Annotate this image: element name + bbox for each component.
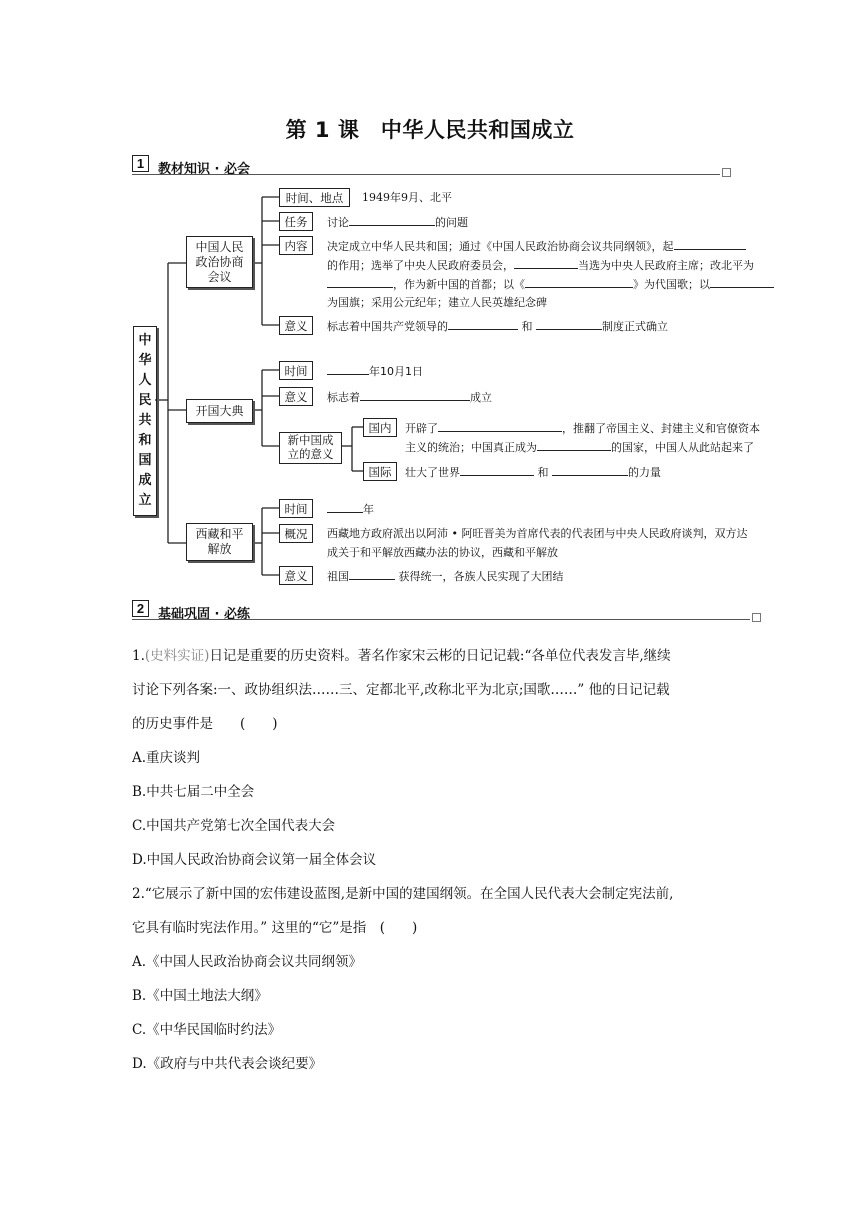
section-divider [132,619,750,620]
leaf-overview: 概况 [279,524,313,543]
domestic-line-2b: 的国家，中国人从此站起来了 [611,441,754,454]
content-line-2 [327,255,754,275]
question-2-option-c[interactable]: C.《中华民国临时约法》 [132,1022,282,1038]
ceremony-meaning-post: 成立 [470,391,492,404]
leaf-time-place: 时间、地点 [279,188,350,207]
task-text [327,212,468,232]
content-line-1 [327,236,746,256]
branch-cppcc-line3: 会议 [207,269,232,284]
tibet-label-line2: 解放 [207,542,232,556]
section-number: 1 [132,155,149,172]
intl-post: 的力量 [628,466,661,479]
domestic-line-1a: 开辟了 [405,422,438,435]
meaning-mid: 和 [521,320,533,333]
answer-blank [349,212,435,226]
content-line-3a: ，作为新中国的首都；以《 [393,278,525,291]
question-2-line-1: 2.“它展示了新中国的宏伟建设蓝图,是新中国的建国纲领。在全国人民代表大会制定宪法前, [132,886,674,902]
leaf-meaning: 意义 [279,387,313,406]
question-2-line-2: 它具有临时宪法作用。” 这里的“它”是指 ( ) [132,920,418,936]
leaf-domestic: 国内 [363,418,397,437]
leaf-task: 任务 [279,212,313,231]
intl-mid: 和 [537,466,549,479]
answer-blank [537,437,611,451]
domestic-line-2 [405,437,754,457]
question-1-line-3: 的历史事件是 ( ) [132,716,278,732]
content-line-2a: 的作用；选举了中央人民政府委员会， [327,259,514,272]
branch-cppcc-line1: 中国人民 [195,239,244,254]
ceremony-time-text [327,361,423,381]
question-1-option-d[interactable]: D.中国人民政治协商会议第一届全体会议 [132,852,377,868]
answer-blank [514,255,578,269]
answer-blank [438,418,562,432]
content-line-2b: 当选为中央人民政府主席；改北平为 [578,259,754,272]
content-line-1-text: 决定成立中华人民共和国；通过《中国人民政治协商会议共同纲领》，起 [327,240,674,253]
ceremony-meaning-text [327,387,492,407]
leaf-new-china-meaning [279,432,342,464]
leaf-international: 国际 [363,462,397,481]
section-title: 教材知识 · 必会 [158,162,250,177]
ceremony-time-post: 年10月1日 [369,365,423,378]
overview-line-2: 成关于和平解放西藏办法的协议，西藏和平解放 [327,546,558,559]
tibet-meaning-text [327,566,564,586]
answer-blank [327,361,369,375]
leaf-time: 时间 [279,361,313,380]
new-meaning-line2: 立的意义 [287,447,334,461]
question-1-tag: (史料实证) [144,648,210,664]
answer-blank [460,462,534,476]
meaning-post: 制度正式确立 [602,320,668,333]
domestic-line-1b: ，推翻了帝国主义、封建主义和官僚资本 [562,422,760,435]
diagram-root-label: 中华人民共和国成立 [138,333,152,508]
question-1-option-a[interactable]: A.重庆谈判 [132,750,201,766]
question-1-line-2: 讨论下列各案:一、政协组织法……三、定都北平,改称北平为北京;国歌……” 他的日记记载 [132,682,670,698]
international-text [405,462,661,482]
page-title: 第 1 课 中华人民共和国成立 [285,118,575,142]
answer-blank [525,274,633,288]
section-title: 基础巩固 · 必练 [158,607,250,622]
leaf-meaning: 意义 [279,566,313,585]
content-line-3b: 》为代国歌；以 [633,278,710,291]
intl-pre: 壮大了世界 [405,466,460,479]
leaf-meaning: 意义 [279,316,313,335]
answer-blank [448,316,518,330]
content-line-4: 为国旗；采用公元纪年；建立人民英雄纪念碑 [327,296,547,309]
answer-blank [674,236,746,250]
overview-line-1: 西藏地方政府派出以阿沛 • 阿旺晋美为首席代表的代表团与中央人民政府谈判，双方达 [327,527,748,540]
answer-blank [349,566,395,580]
tibet-meaning-pre: 祖国 [327,570,349,583]
tibet-meaning-post: 获得统一，各族人民实现了大团结 [398,570,564,583]
answer-blank [327,499,363,513]
answer-blank [710,274,774,288]
domestic-line-2a: 主义的统治；中国真正成为 [405,441,537,454]
question-1-option-c[interactable]: C.中国共产党第七次全国代表大会 [132,818,336,834]
leaf-time: 时间 [279,499,313,518]
time-place-text: 1949年9月、北平 [362,191,452,204]
answer-blank [327,274,393,288]
branch-founding-ceremony: 开国大典 [186,399,253,423]
domestic-line-1 [405,418,760,438]
branch-cppcc-line2: 政治协商 [195,254,244,269]
question-2-option-d[interactable]: D.《政府与中共代表会谈纪要》 [132,1056,323,1072]
meaning-text [327,316,668,336]
branch-tibet-liberation [186,523,253,561]
new-meaning-line1: 新中国成 [287,433,334,448]
meaning-pre: 标志着中国共产党领导的 [327,320,448,333]
question-1-stem-1: 日记是重要的历史资料。著名作家宋云彬的日记记载:“各单位代表发言毕,继续 [209,648,671,664]
answer-blank [536,316,602,330]
tibet-time-post: 年 [363,503,374,516]
tibet-label-line1: 西藏和平 [195,527,244,541]
branch-cppcc [186,236,253,288]
question-1-number: 1. [132,648,145,664]
task-post: 的问题 [435,216,468,229]
tibet-time-text [327,499,374,519]
leaf-content: 内容 [279,236,313,255]
section-end-marker [752,613,761,622]
question-1-line-1 [132,639,671,673]
question-2-option-b[interactable]: B.《中国土地法大纲》 [132,988,268,1004]
task-pre: 讨论 [327,216,349,229]
content-line-3 [327,274,774,294]
section-number: 2 [132,600,149,617]
ceremony-meaning-pre: 标志着 [327,391,360,404]
question-2-option-a[interactable]: A.《中国人民政治协商会议共同纲领》 [132,954,363,970]
answer-blank [552,462,628,476]
answer-blank [360,387,470,401]
question-1-option-b[interactable]: B.中共七届二中全会 [132,784,255,800]
diagram-root [133,326,157,516]
